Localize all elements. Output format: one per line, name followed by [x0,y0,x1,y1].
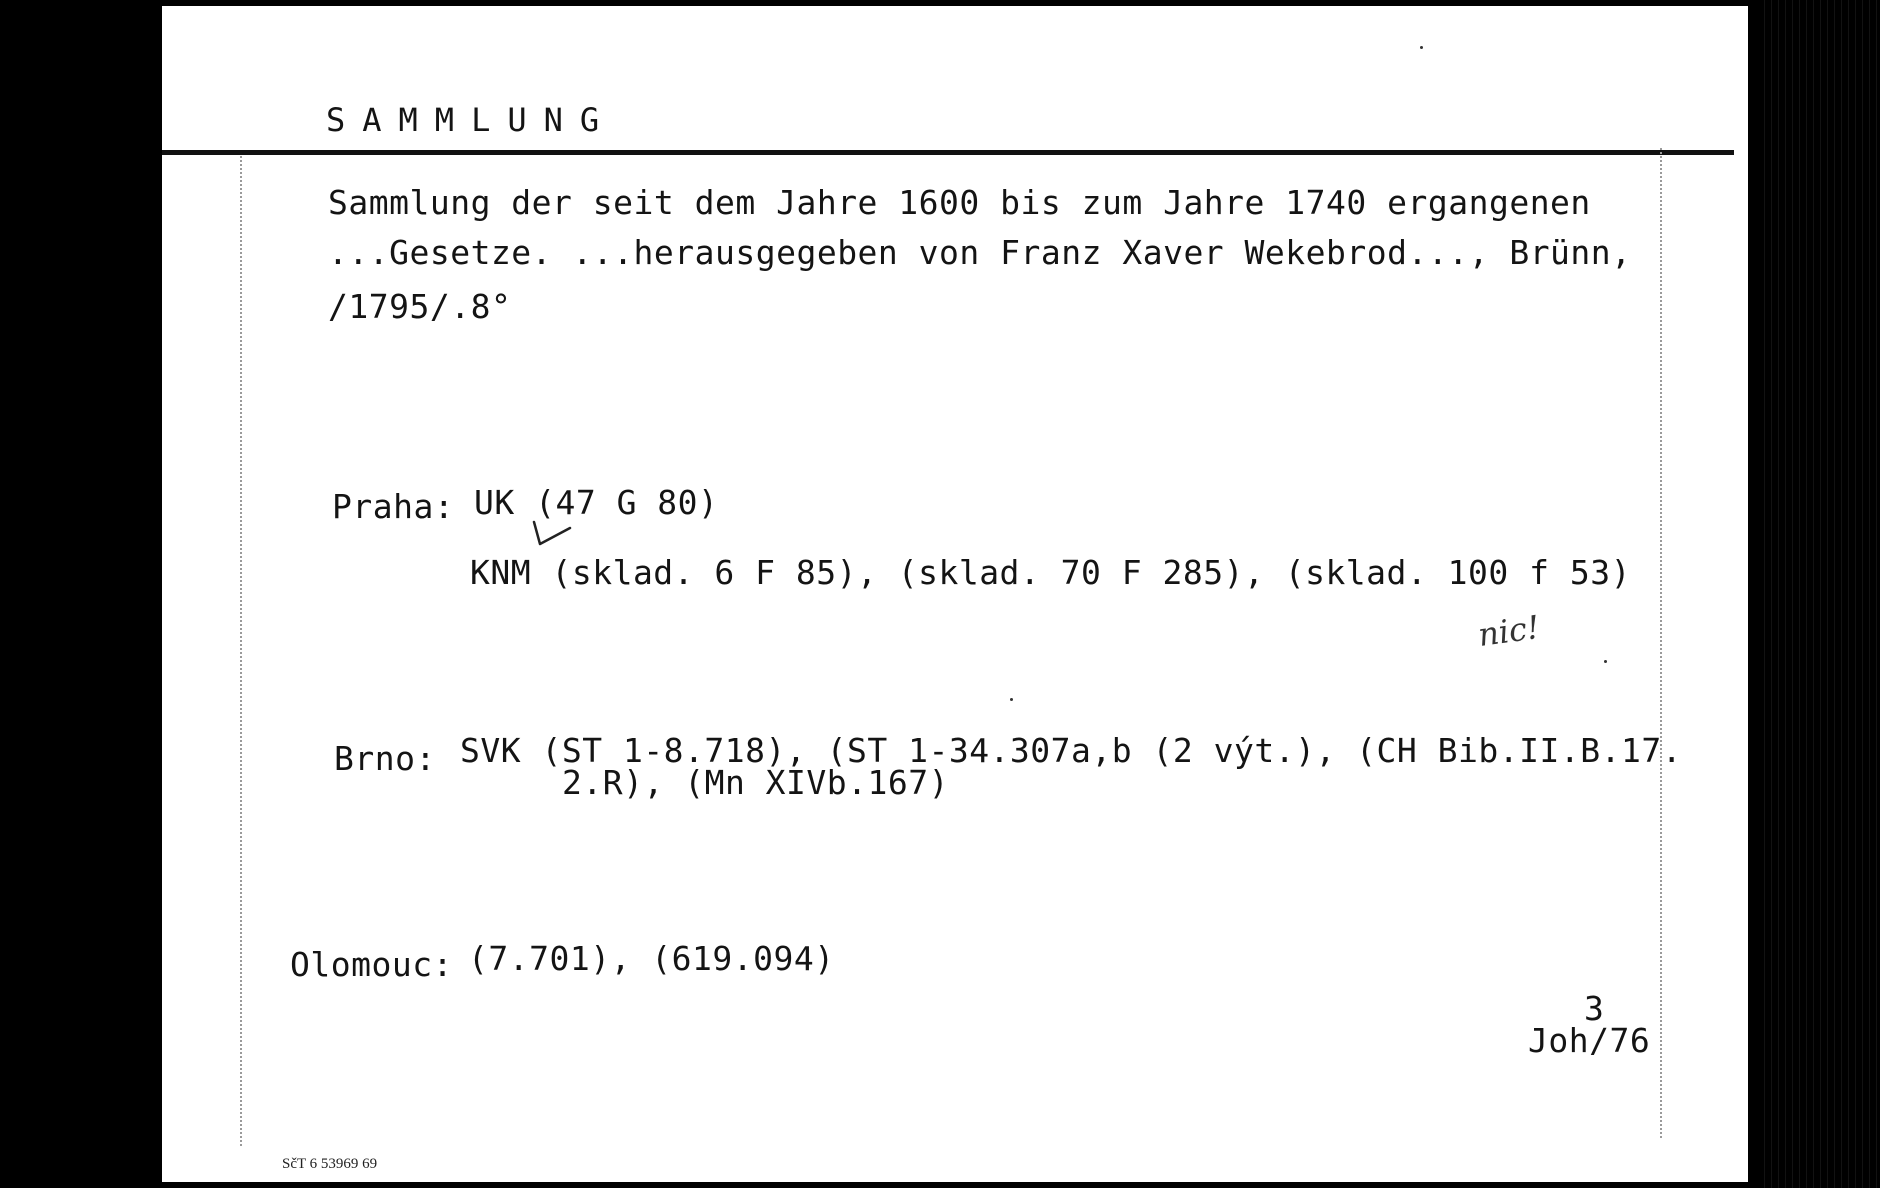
praha-label: Praha: [332,487,455,526]
praha-line-2: KNM (sklad. 6 F 85), (sklad. 70 F 285), (sklad. 100 f 53) [470,553,1631,592]
catalog-card [162,6,1748,1182]
handwritten-note: nic! [1475,607,1542,655]
speck [1420,46,1423,49]
brno-line-1: SVK (ST 1-8.718), (ST 1-34.307a,b (2 výt.), (CH Bib.II.B.17. [460,731,1683,770]
olomouc-label: Olomouc: [290,945,453,984]
brno-line-2: 2.R), (Mn XIVb.167) [562,763,949,802]
speck [1010,698,1013,701]
footer-print-code: SčT 6 53969 69 [282,1156,378,1172]
brno-label: Brno: [334,739,436,778]
left-margin-line [240,156,242,1146]
check-mark-icon [530,514,574,550]
card-number: 3 [1584,989,1605,1028]
card-heading: SAMMLUNG [326,101,617,139]
speck [1604,660,1607,663]
title-line-2: ...Gesetze. ...herausgegeben von Franz Xaver Wekebrod..., Brünn, [328,233,1632,272]
scan-edge [1758,0,1880,1188]
card-code: Joh/76 [1528,1021,1651,1060]
right-margin-line [1660,148,1662,1138]
title-line-3: /1795/.8° [328,287,512,326]
heading-rule [162,150,1734,155]
praha-line-1: UK (47 G 80) [474,483,719,522]
title-line-1: Sammlung der seit dem Jahre 1600 bis zum Jahre 1740 ergangenen [328,183,1591,222]
olomouc-line-1: (7.701), (619.094) [468,939,835,978]
